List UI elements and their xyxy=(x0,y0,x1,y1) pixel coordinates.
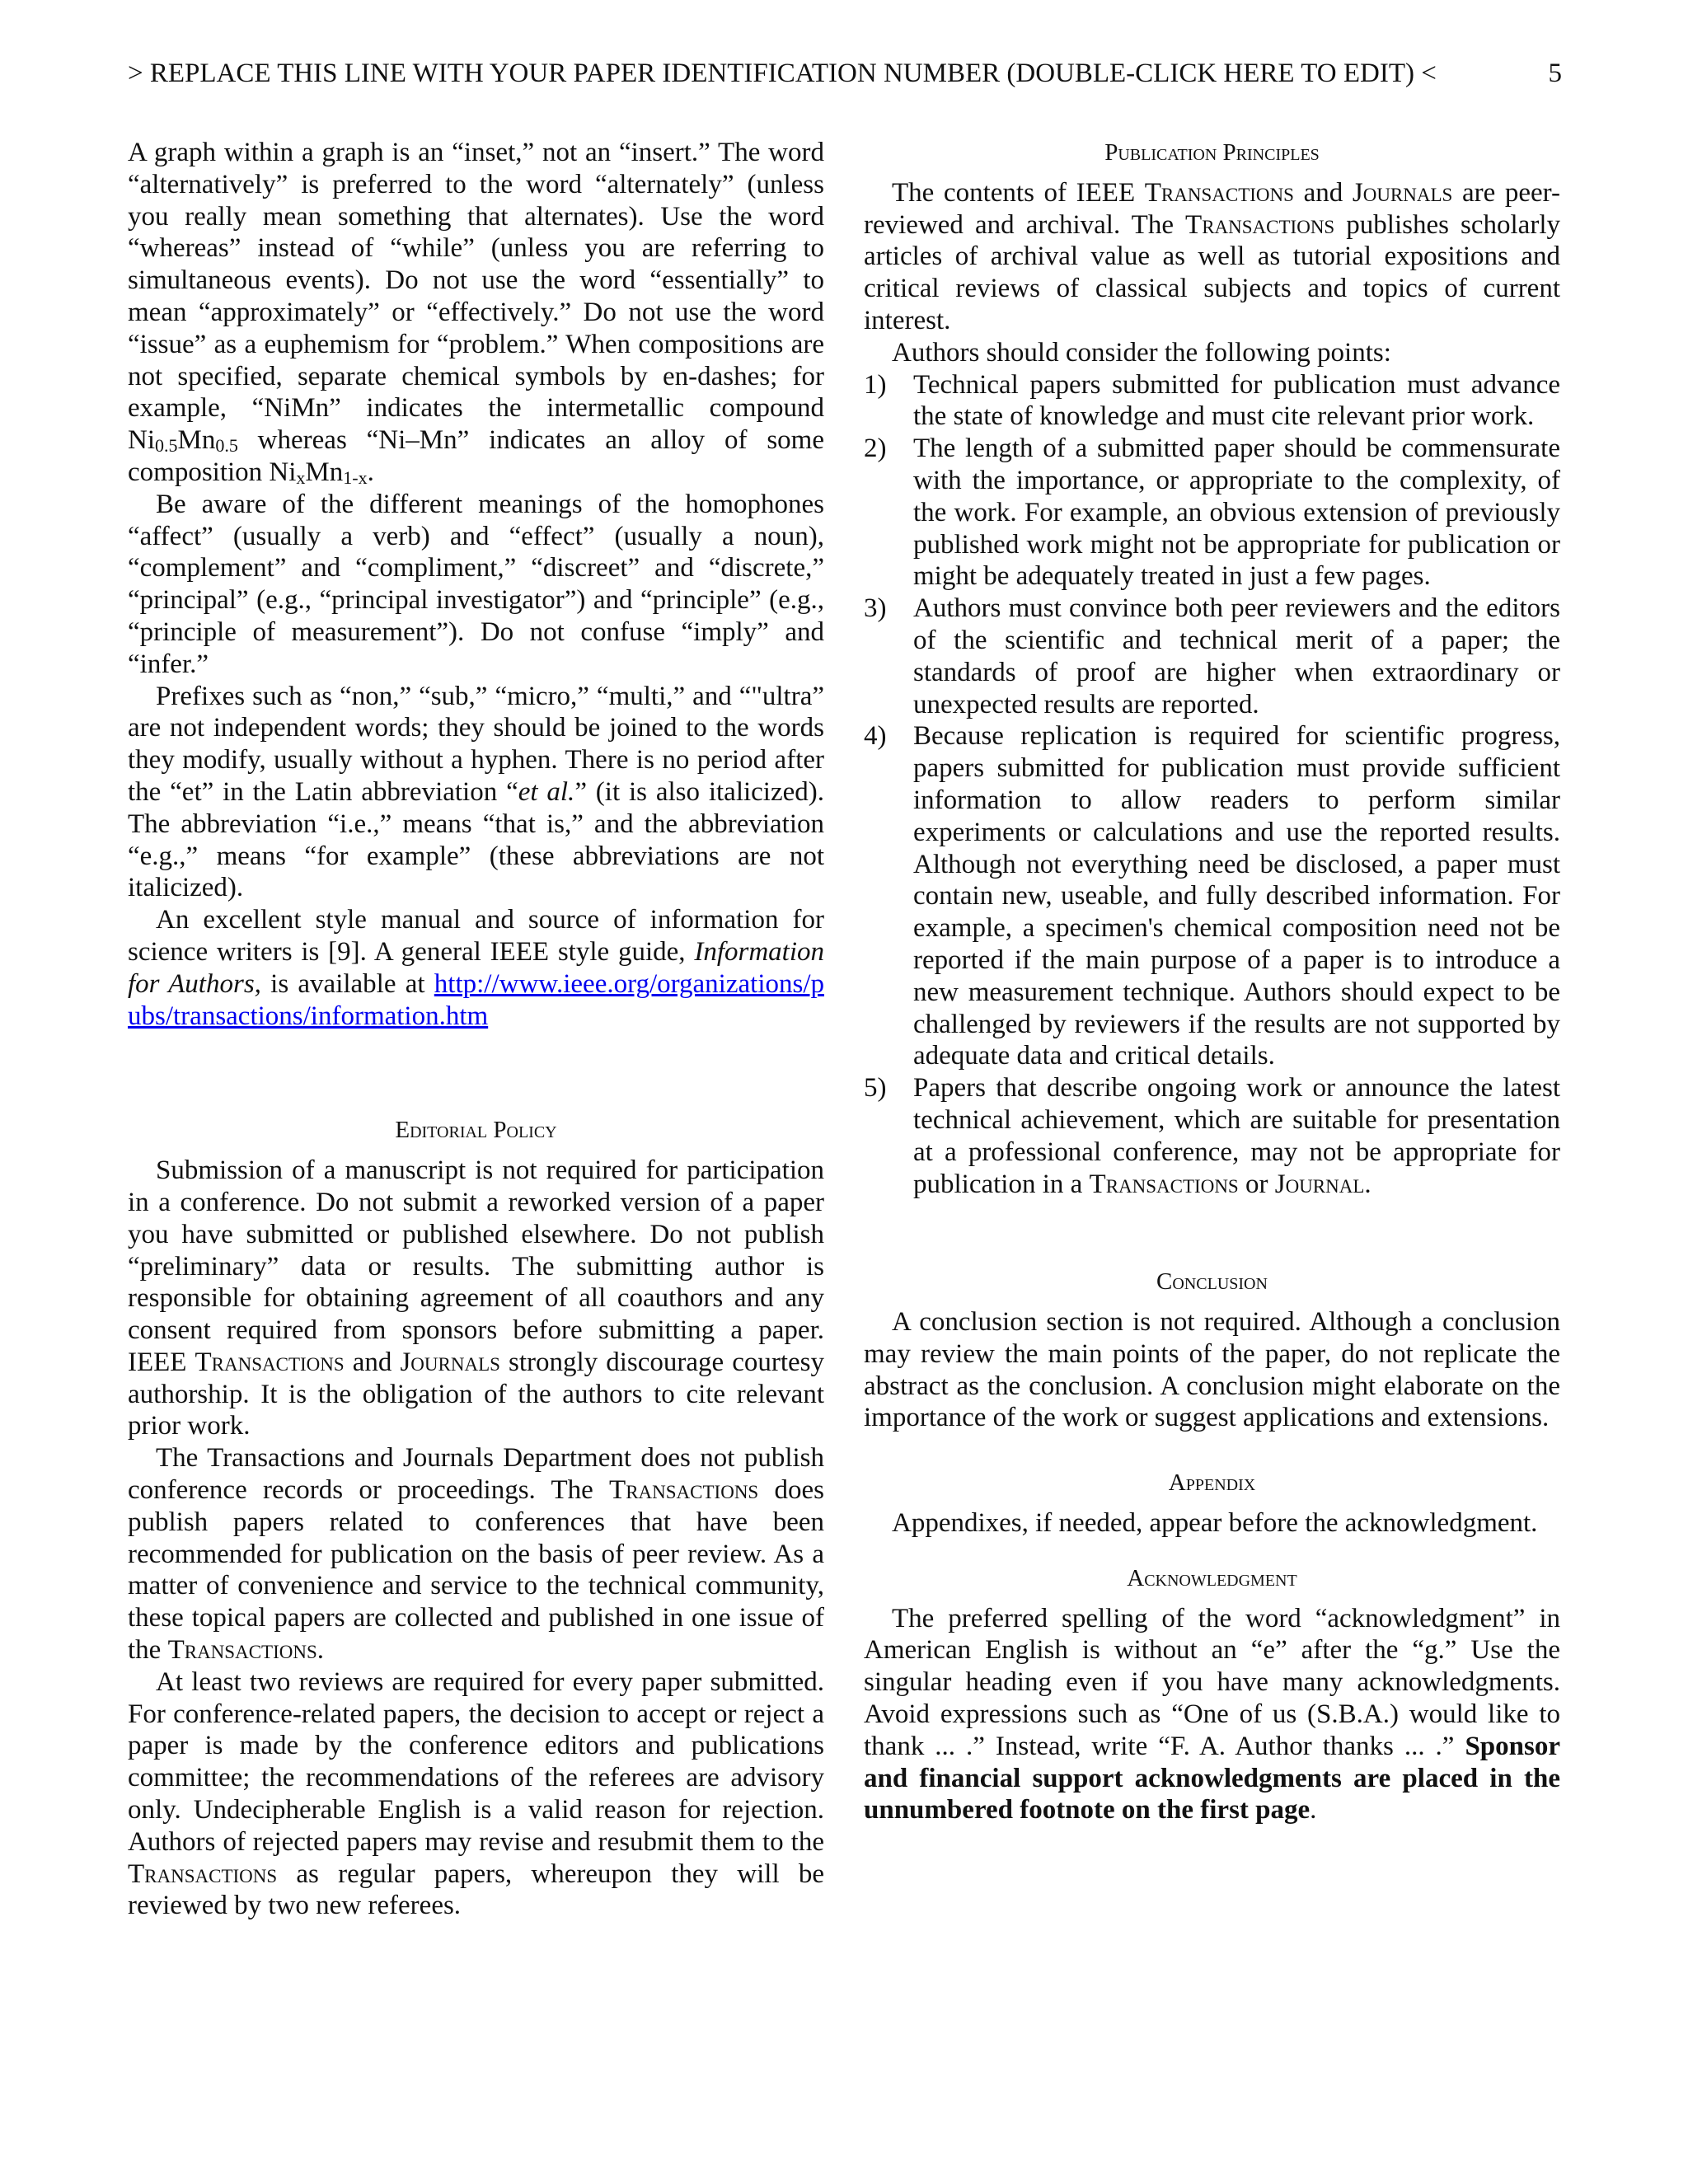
right-column xyxy=(864,137,1560,1826)
list-item: 5) Papers that describe ongoing work or announce the latest technical achievement, which are suitable for presentation at a professional conference, may not be appropriate for publication in a Transactions or Journal. xyxy=(864,1073,1560,1199)
publication-principles-heading: Publication Principles xyxy=(1104,139,1320,166)
paragraph-prefixes: Prefixes such as “non,” “sub,” “micro,” “multi,” and “"ultra” are not independent words; they should be joined to the words they modify, usually without a hyphen. There is no period after the “et” in the Latin abbreviation “et al.” (it is also italicized). The abbreviation “i.e.,” means “that is,” and the abbreviation “e.g.,” means “for example” (these abbreviations are not italicized). xyxy=(128,681,825,903)
paper-id-line[interactable]: > REPLACE THIS LINE WITH YOUR PAPER IDENTIFICATION NUMBER (DOUBLE-CLICK HERE TO EDIT) < xyxy=(128,59,1437,88)
paragraph-style-manual: An excellent style manual and source of information for science writers is [9]. A general IEEE style guide, Information for Authors, is available at http://www.ieee.org/organizations/pubs/transactions/information.htm xyxy=(128,905,824,1031)
left-column xyxy=(128,137,824,1922)
list-item: 3) Authors must convince both peer reviewers and the editors of the scientific and technical merit of a paper; the standards of proof are higher when extraordinary or unexpected results are reported. xyxy=(864,593,1560,719)
paragraph-graph-inset: A graph within a graph is an “inset,” not an “insert.” The word “alternatively” is preferred to the word “alternately” (unless you really mean something that alternates). Use the word “whereas” instead of “while” (unless you are referring to simultaneous events). Do not use the word “essentially” to mean “approximately” or “effectively.” Do not use the word “issue” as a euphemism for “problem.” When compositions are not specified, separate chemical symbols by en-dashes; for example, “NiMn” indicates the intermetallic compound $Ni_{0.5}Mn_{0.5}$ whereas “Ni–Mn” indicates an alloy of some composition $Ni_xMn_{1-x}$. xyxy=(128,138,824,488)
paragraph-submission: Submission of a manuscript is not required for participation in a conference. Do not submit a reworked version of a paper you have submitted or published elsewhere. Do not publish “preliminary” data or results. The submitting author is responsible for obtaining agreement of all coauthors and any consent required from sponsors before submitting a paper. IEEE Transactions and Journals strongly discourage courtesy authorship. It is the obligation of the authors to cite relevant prior work. xyxy=(128,1155,824,1441)
paragraph-homophones: Be aware of the different meanings of the homophones “affect” (usually a verb) and “effect” (usually a noun), “complement” and “compliment,” “discreet” and “discrete,” “principal” (e.g., “principal investigator”) and “principle” (e.g., “principle of measurement”). Do not confuse “imply” and “infer.” xyxy=(128,489,824,679)
list-item: 2) The length of a submitted paper should be commensurate with the importance, or appropriate to the complexity, of the work. For example, an obvious extension of previously published work might not be appropriate for publication or might be adequately treated in just a few pages. xyxy=(864,434,1560,592)
editorial-policy-heading: Editorial Policy xyxy=(395,1117,557,1144)
paragraph-acknowledgment: The preferred spelling of the word “acknowledgment” in American English is without an “e” after the “g.” Use the singular heading even if you have many acknowledgments. Avoid expressions such as “One of us (S.B.A.) would like to thank ... .” Instead, write “F. A. Author thanks ... .” Sponsor and financial support acknowledgments are placed in the unnumbered footnote on the first page. xyxy=(864,1603,1560,1825)
paragraph-consider-points: Authors should consider the following points: xyxy=(892,337,1391,368)
running-header xyxy=(128,53,1562,94)
appendix-heading: Appendix xyxy=(1168,1469,1256,1497)
page-number: 5 xyxy=(1548,59,1562,88)
paragraph-appendix: Appendixes, if needed, appear before the acknowledgment. xyxy=(892,1508,1538,1539)
paragraph-reviews: At least two reviews are required for every paper submitted. For conference-related papers, the decision to accept or reject a paper is made by the conference editors and publications committee; the recommendations of the referees are advisory only. Undecipherable English is a valid reason for rejection. Authors of rejected papers may revise and resubmit them to the Transactions as regular papers, whereupon they will be reviewed by two new referees. xyxy=(128,1666,824,1921)
points-list xyxy=(864,369,1560,1201)
ieee-style-guide-link[interactable]: http://www.ieee.org/organizations/pubs/transactions/information.htm xyxy=(128,968,824,1031)
acknowledgment-heading: Acknowledgment xyxy=(1127,1564,1297,1591)
conclusion-heading: Conclusion xyxy=(1156,1268,1268,1296)
paragraph-contents: The contents of IEEE Transactions and Journals are peer-reviewed and archival. The Transactions publishes scholarly articles of archival value as well as tutorial expositions and critical reviews of classical subjects and topics of current interest. xyxy=(864,177,1561,335)
paragraph-conclusion: A conclusion section is not required. Although a conclusion may review the main points of the paper, do not replicate the abstract as the conclusion. A conclusion might elaborate on the importance of the work or suggest applications and extensions. xyxy=(864,1307,1560,1433)
paragraph-conference-records: The Transactions and Journals Department does not publish conference records or proceedings. The Transactions does publish papers related to conferences that have been recommended for publication on the basis of peer review. As a matter of convenience and service to the technical community, these topical papers are collected and published in one issue of the Transactions. xyxy=(128,1443,824,1666)
list-item: 1) Technical papers submitted for publication must advance the state of knowledge and must cite relevant prior work. xyxy=(864,369,1560,432)
list-item: 4) Because replication is required for scientific progress, papers submitted for publication must provide sufficient information to allow readers to perform similar experiments or calculations and use the reported results. Although not everything need be disclosed, a paper must contain new, useable, and fully described information. For example, a specimen's chemical composition need not be reported if the main purpose of a paper is to introduce a new measurement technique. Authors should expect to be challenged by reviewers if the results are not supported by adequate data and critical details. xyxy=(864,721,1560,1071)
